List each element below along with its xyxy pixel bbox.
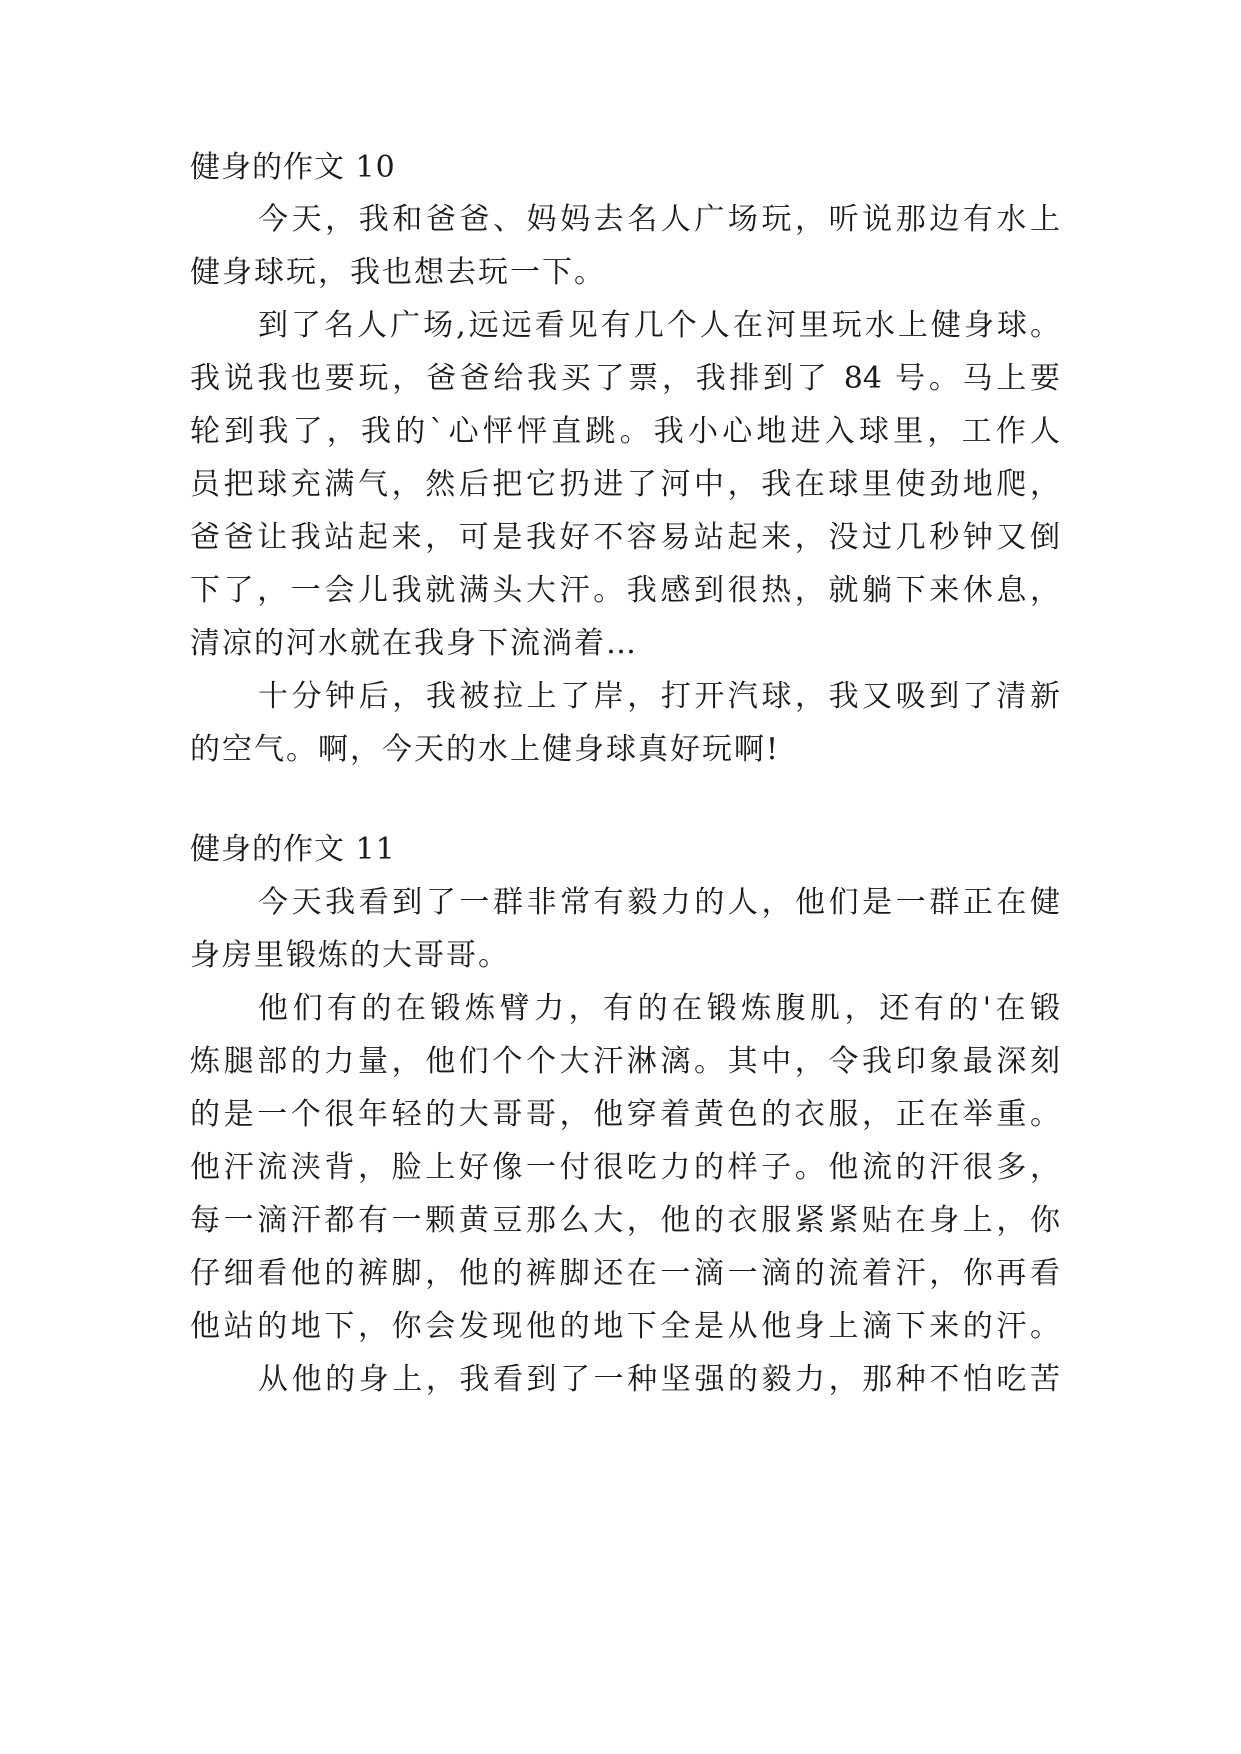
- paragraph-line: 清凉的河水就在我身下流淌着…: [190, 626, 638, 661]
- paragraph-line: 的是一个很年轻的大哥哥，他穿着黄色的衣服，正在举重。: [190, 1097, 1060, 1132]
- paragraph-line: 每一滴汗都有一颗黄豆那么大，他的衣服紧紧贴在身上，你: [190, 1203, 1060, 1238]
- section-title: 健身的作文 10: [190, 150, 396, 185]
- paragraph-line: 他汗流浃背，脸上好像一付很吃力的样子。他流的汗很多，: [190, 1150, 1060, 1185]
- paragraph-line: 从他的身上，我看到了一种坚强的毅力，那种不怕吃苦: [258, 1362, 1060, 1397]
- paragraph-line: 员把球充满气，然后把它扔进了河中，我在球里使劲地爬，: [190, 467, 1060, 502]
- paragraph-line: 到了名人广场,远远看见有几个人在河里玩水上健身球。: [258, 308, 1060, 343]
- paragraph-line: 今天，我和爸爸、妈妈去名人广场玩，听说那边有水上: [258, 202, 1060, 237]
- paragraph-line: 轮到我了，我的`心怦怦直跳。我小心地进入球里，工作人: [190, 414, 1060, 449]
- paragraph-line: 他站的地下，你会发现他的地下全是从他身上滴下来的汗。: [190, 1309, 1060, 1344]
- section-title: 健身的作文 11: [190, 832, 396, 867]
- paragraph-line: 身房里锻炼的大哥哥。: [190, 938, 510, 973]
- paragraph-line: 爸爸让我站起来，可是我好不容易站起来，没过几秒钟又倒: [190, 520, 1060, 555]
- paragraph-line: 仔细看他的裤脚，他的裤脚还在一滴一滴的流着汗，你再看: [190, 1256, 1060, 1291]
- paragraph-line: 健身球玩，我也想去玩一下。: [190, 255, 606, 290]
- paragraph-line: 他们有的在锻炼臂力，有的在锻炼腹肌，还有的'在锻: [258, 991, 1060, 1026]
- paragraph-line: 的空气。啊，今天的水上健身球真好玩啊!: [190, 732, 781, 767]
- paragraph-line: 今天我看到了一群非常有毅力的人，他们是一群正在健: [258, 885, 1060, 920]
- paragraph-line: 我说我也要玩，爸爸给我买了票，我排到了 84 号。马上要: [190, 361, 1060, 396]
- paragraph-line: 下了，一会儿我就满头大汗。我感到很热，就躺下来休息，: [190, 573, 1060, 608]
- paragraph-line: 十分钟后，我被拉上了岸，打开汽球，我又吸到了清新: [258, 679, 1060, 714]
- paragraph-line: 炼腿部的力量，他们个个大汗淋漓。其中，令我印象最深刻: [190, 1044, 1060, 1079]
